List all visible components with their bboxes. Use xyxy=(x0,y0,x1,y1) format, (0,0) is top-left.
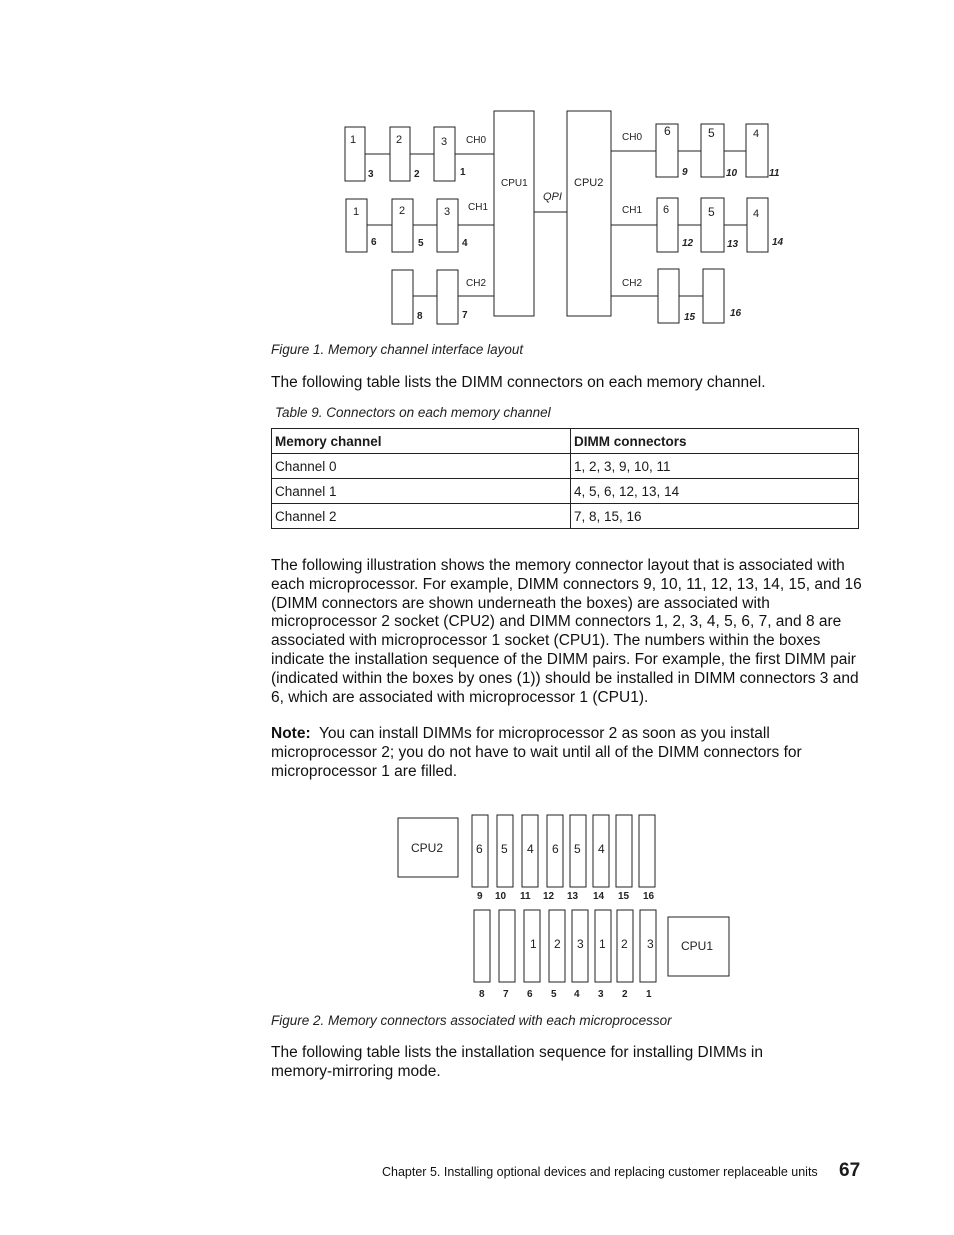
dimm-connector-label: 14 xyxy=(772,237,784,248)
dimm-seq-label: 3 xyxy=(647,937,654,951)
table-cell: 7, 8, 15, 16 xyxy=(571,504,859,529)
dimm-connector-label: 5 xyxy=(551,989,557,1000)
dimm-seq-label: 6 xyxy=(664,124,671,138)
dimm-connector-label: 10 xyxy=(726,168,738,179)
table-header-cell: DIMM connectors xyxy=(571,429,859,454)
dimm-connector-label: 13 xyxy=(567,891,579,902)
table-header-row xyxy=(272,429,859,454)
dimm-slot xyxy=(499,910,515,982)
dimm-seq-label: 3 xyxy=(577,937,584,951)
microprocessor-connector-diagram xyxy=(0,800,954,1010)
note-paragraph xyxy=(271,725,863,781)
dimm-seq-label: 5 xyxy=(708,126,715,140)
table-cell: Channel 0 xyxy=(272,454,571,479)
dimm-seq-label: 4 xyxy=(753,208,760,220)
dimm-connector-label: 7 xyxy=(503,989,509,1000)
dimm-slot xyxy=(437,270,458,324)
dimm-connector-label: 9 xyxy=(477,891,483,902)
dimm-seq-label: 2 xyxy=(621,937,628,951)
dimm-slot xyxy=(658,269,679,323)
dimm-seq-label: 2 xyxy=(554,937,561,951)
intro-paragraph: The following table lists the DIMM connectors on each memory channel. xyxy=(271,374,766,391)
table-cell: 1, 2, 3, 9, 10, 11 xyxy=(571,454,859,479)
dimm-connector-label: 10 xyxy=(495,891,507,902)
dimm-seq-label: 2 xyxy=(396,134,403,146)
cpu1-label: CPU1 xyxy=(501,178,528,189)
dimm-connector-label: 3 xyxy=(598,989,604,1000)
dimm-slot xyxy=(392,270,413,324)
memory-channel-diagram xyxy=(0,0,954,340)
dimm-connector-label: 11 xyxy=(520,891,531,902)
ch2-label: CH2 xyxy=(622,278,643,289)
table-row xyxy=(272,504,859,529)
table-row xyxy=(272,454,859,479)
dimm-seq-label: 6 xyxy=(663,204,670,216)
cpu2-box xyxy=(567,111,611,316)
dimm-connector-label: 1 xyxy=(460,167,466,178)
dimm-seq-label: 1 xyxy=(530,937,537,951)
dimm-slot xyxy=(616,815,632,887)
dimm-connector-label: 16 xyxy=(730,308,742,319)
dimm-connector-label: 16 xyxy=(643,891,655,902)
ch0-label: CH0 xyxy=(622,132,643,143)
dimm-connector-label: 7 xyxy=(462,310,468,321)
table-cell: Channel 1 xyxy=(272,479,571,504)
dimm-slot xyxy=(703,269,724,323)
dimm-seq-label: 5 xyxy=(574,842,581,856)
dimm-connector-label: 1 xyxy=(646,989,652,1000)
dimm-slot xyxy=(747,198,768,252)
dimm-connector-label: 15 xyxy=(618,891,630,902)
figure1-caption: Figure 1. Memory channel interface layout xyxy=(271,342,524,357)
cpu1-box xyxy=(494,111,534,316)
page-number: 67 xyxy=(839,1160,861,1181)
dimm-seq-label: 1 xyxy=(599,937,606,951)
dimm-slot xyxy=(474,910,490,982)
cpu2-label: CPU2 xyxy=(574,177,604,189)
layout-paragraph: The following illustration shows the memory connector layout that is associated with each microprocessor. For example, DIMM connectors 9, 10, 11, 12, 13, 14, 15, and 16 (DIMM connectors are shown underneath the boxes) are associated with microprocessor 2 socket (CPU2) and DIMM connectors 1, 2, 3, 4, 5, 6, 7, and 8 are associated with microprocessor 1 socket (CPU1). The numbers within the boxes indicate the installation sequence of the DIMM pairs. For example, the first DIMM pair (indicated within the boxes by ones (1)) should be installed in DIMM connectors 3 and 6, which are associated with microprocessor 1 (CPU1). xyxy=(271,557,862,706)
dimm-connector-label: 6 xyxy=(527,989,533,1000)
dimm-seq-label: 3 xyxy=(444,206,451,218)
dimm-seq-label: 6 xyxy=(552,842,559,856)
ch1-label: CH1 xyxy=(468,202,489,213)
dimm-connector-label: 13 xyxy=(727,239,739,250)
dimm-connector-label: 9 xyxy=(682,167,688,178)
table-row xyxy=(272,479,859,504)
dimm-connector-label: 5 xyxy=(418,238,424,249)
qpi-label: QPI xyxy=(543,191,562,203)
dimm-connector-label: 6 xyxy=(371,237,377,248)
dimm-connector-label: 4 xyxy=(462,238,468,249)
mirroring-paragraph: The following table lists the installation sequence for installing DIMMs in memory-mirroring mode. xyxy=(271,1044,763,1080)
note-text: You can install DIMMs for microprocessor 2 as soon as you install microprocessor 2; you do not have to wait until all of the DIMM connectors for microprocessor 1 are filled. xyxy=(271,725,802,780)
dimm-connector-label: 11 xyxy=(769,168,780,179)
ch0-label: CH0 xyxy=(466,135,487,146)
chapter-footer: Chapter 5. Installing optional devices and replacing customer replaceable units xyxy=(382,1165,818,1179)
dimm-connector-label: 12 xyxy=(682,238,694,249)
ch1-label: CH1 xyxy=(622,205,643,216)
dimm-seq-label: 2 xyxy=(399,205,406,217)
figure2-caption: Figure 2. Memory connectors associated with each microprocessor xyxy=(271,1013,672,1028)
cpu1-label: CPU1 xyxy=(681,939,714,953)
dimm-seq-label: 5 xyxy=(501,842,508,856)
cpu2-label: CPU2 xyxy=(411,841,444,855)
table-caption: Table 9. Connectors on each memory channel xyxy=(275,405,551,420)
table-header-cell: Memory channel xyxy=(272,429,571,454)
dimm-connector-label: 8 xyxy=(417,311,423,322)
ch2-label: CH2 xyxy=(466,278,487,289)
connectors-table xyxy=(271,428,859,529)
dimm-seq-label: 4 xyxy=(527,842,534,856)
dimm-connector-label: 14 xyxy=(593,891,605,902)
dimm-seq-label: 1 xyxy=(353,206,360,218)
dimm-seq-label: 1 xyxy=(350,134,357,146)
dimm-seq-label: 5 xyxy=(708,205,715,219)
dimm-connector-label: 15 xyxy=(684,312,696,323)
dimm-connector-label: 12 xyxy=(543,891,555,902)
dimm-slot xyxy=(639,815,655,887)
dimm-connector-label: 8 xyxy=(479,989,485,1000)
dimm-seq-label: 3 xyxy=(441,136,448,148)
dimm-connector-label: 2 xyxy=(622,989,628,1000)
dimm-connector-label: 3 xyxy=(368,169,374,180)
dimm-connector-label: 4 xyxy=(574,989,580,1000)
note-label: Note: xyxy=(271,725,311,742)
table-cell: 4, 5, 6, 12, 13, 14 xyxy=(571,479,859,504)
table-cell: Channel 2 xyxy=(272,504,571,529)
dimm-connector-label: 2 xyxy=(414,169,420,180)
dimm-seq-label: 6 xyxy=(476,842,483,856)
dimm-seq-label: 4 xyxy=(598,842,605,856)
dimm-seq-label: 4 xyxy=(753,128,760,140)
